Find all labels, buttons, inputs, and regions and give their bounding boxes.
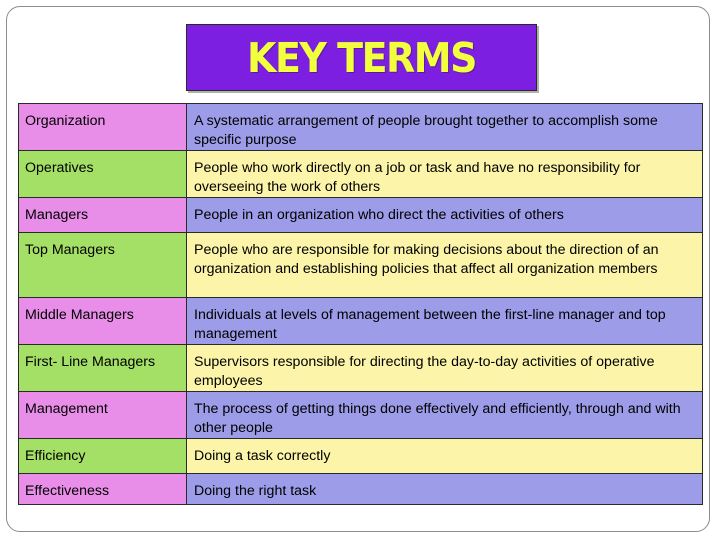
term-cell: Managers (19, 198, 187, 233)
definition-cell: Supervisors responsible for directing the day-to-day activities of operative employees (187, 345, 703, 392)
key-terms-table (18, 103, 703, 505)
definition-cell: Doing a task correctly (187, 439, 703, 474)
term-cell: Top Managers (19, 233, 187, 298)
table-row (19, 439, 703, 474)
term-cell: Organization (19, 104, 187, 151)
definition-cell: People who are responsible for making decisions about the direction of an organization and establishing policies that affect all organization members (187, 233, 703, 298)
page-title: KEY TERMS (247, 33, 476, 82)
table-row (19, 198, 703, 233)
definition-cell: People in an organization who direct the activities of others (187, 198, 703, 233)
term-cell: Management (19, 392, 187, 439)
definition-cell: A systematic arrangement of people brought together to accomplish some specific purpose (187, 104, 703, 151)
table-row (19, 392, 703, 439)
table-row (19, 298, 703, 345)
term-cell: Efficiency (19, 439, 187, 474)
term-cell: First- Line Managers (19, 345, 187, 392)
table-row (19, 474, 703, 505)
term-cell: Middle Managers (19, 298, 187, 345)
definition-cell: Doing the right task (187, 474, 703, 505)
table-row (19, 151, 703, 198)
table-row (19, 233, 703, 298)
term-cell: Operatives (19, 151, 187, 198)
term-cell: Effectiveness (19, 474, 187, 505)
definition-cell: Individuals at levels of management between the first-line manager and top management (187, 298, 703, 345)
definition-cell: The process of getting things done effectively and efficiently, through and with other people (187, 392, 703, 439)
table-row (19, 104, 703, 151)
title-banner (186, 24, 537, 91)
table-row (19, 345, 703, 392)
definition-cell: People who work directly on a job or task and have no responsibility for overseeing the work of others (187, 151, 703, 198)
